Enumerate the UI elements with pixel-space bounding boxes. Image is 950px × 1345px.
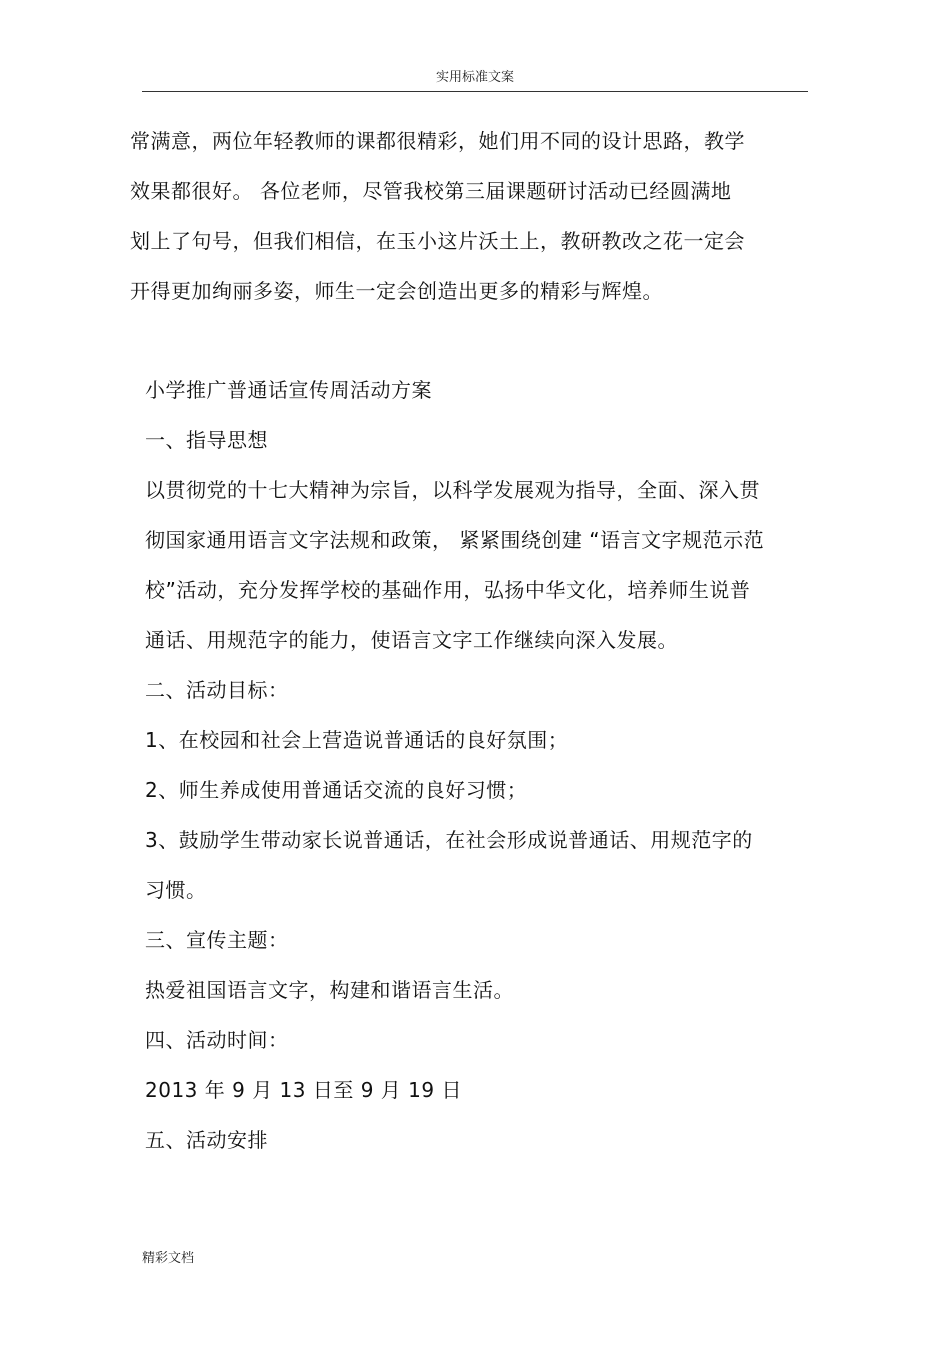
activity-date-range: 2013 年 9 月 13 日至 9 月 19 日 xyxy=(145,1078,462,1102)
section-heading-goals: 二、活动目标： xyxy=(145,678,289,702)
page-header-title: 实用标准文案 xyxy=(435,70,514,85)
goal-item: 1、在校园和社会上营造说普通话的良好氛围； xyxy=(145,728,569,752)
paragraph-line: 划上了句号，但我们相信，在玉小这片沃土上，教研教改之花一定会 xyxy=(130,229,745,253)
paragraph-line: 通话、用规范字的能力，使语言文字工作继续向深入发展。 xyxy=(145,628,678,652)
plan-title: 小学推广普通话宣传周活动方案 xyxy=(145,378,432,402)
paragraph-line: 效果都很好。 各位老师，尽管我校第三届课题研讨活动已经圆满地 xyxy=(130,179,732,203)
goal-item-continuation: 习惯。 xyxy=(145,878,207,902)
header-rule xyxy=(142,91,808,92)
section-heading-guiding-thought: 一、指导思想 xyxy=(145,428,268,452)
paragraph-line: 开得更加绚丽多姿，师生一定会创造出更多的精彩与辉煌。 xyxy=(130,279,663,303)
section-heading-time: 四、活动时间： xyxy=(145,1028,289,1052)
page-footer: 精彩文档 xyxy=(142,1251,195,1266)
paragraph-line: 常满意，两位年轻教师的课都很精彩，她们用不同的设计思路，教学 xyxy=(130,129,745,153)
paragraph-line: 彻国家通用语言文字法规和政策， 紧紧围绕创建 “语言文字规范示范 xyxy=(145,528,765,552)
section-heading-arrangement: 五、活动安排 xyxy=(145,1128,268,1152)
goal-item: 3、鼓励学生带动家长说普通话，在社会形成说普通话、用规范字的 xyxy=(145,828,753,852)
section-heading-theme: 三、宣传主题： xyxy=(145,928,289,952)
theme-text: 热爱祖国语言文字，构建和谐语言生活。 xyxy=(145,978,514,1002)
paragraph-line: 校”活动，充分发挥学校的基础作用，弘扬中华文化，培养师生说普 xyxy=(145,578,751,602)
paragraph-line: 以贯彻党的十七大精神为宗旨，以科学发展观为指导，全面、深入贯 xyxy=(145,478,760,502)
goal-item: 2、师生养成使用普通话交流的良好习惯； xyxy=(145,778,528,802)
